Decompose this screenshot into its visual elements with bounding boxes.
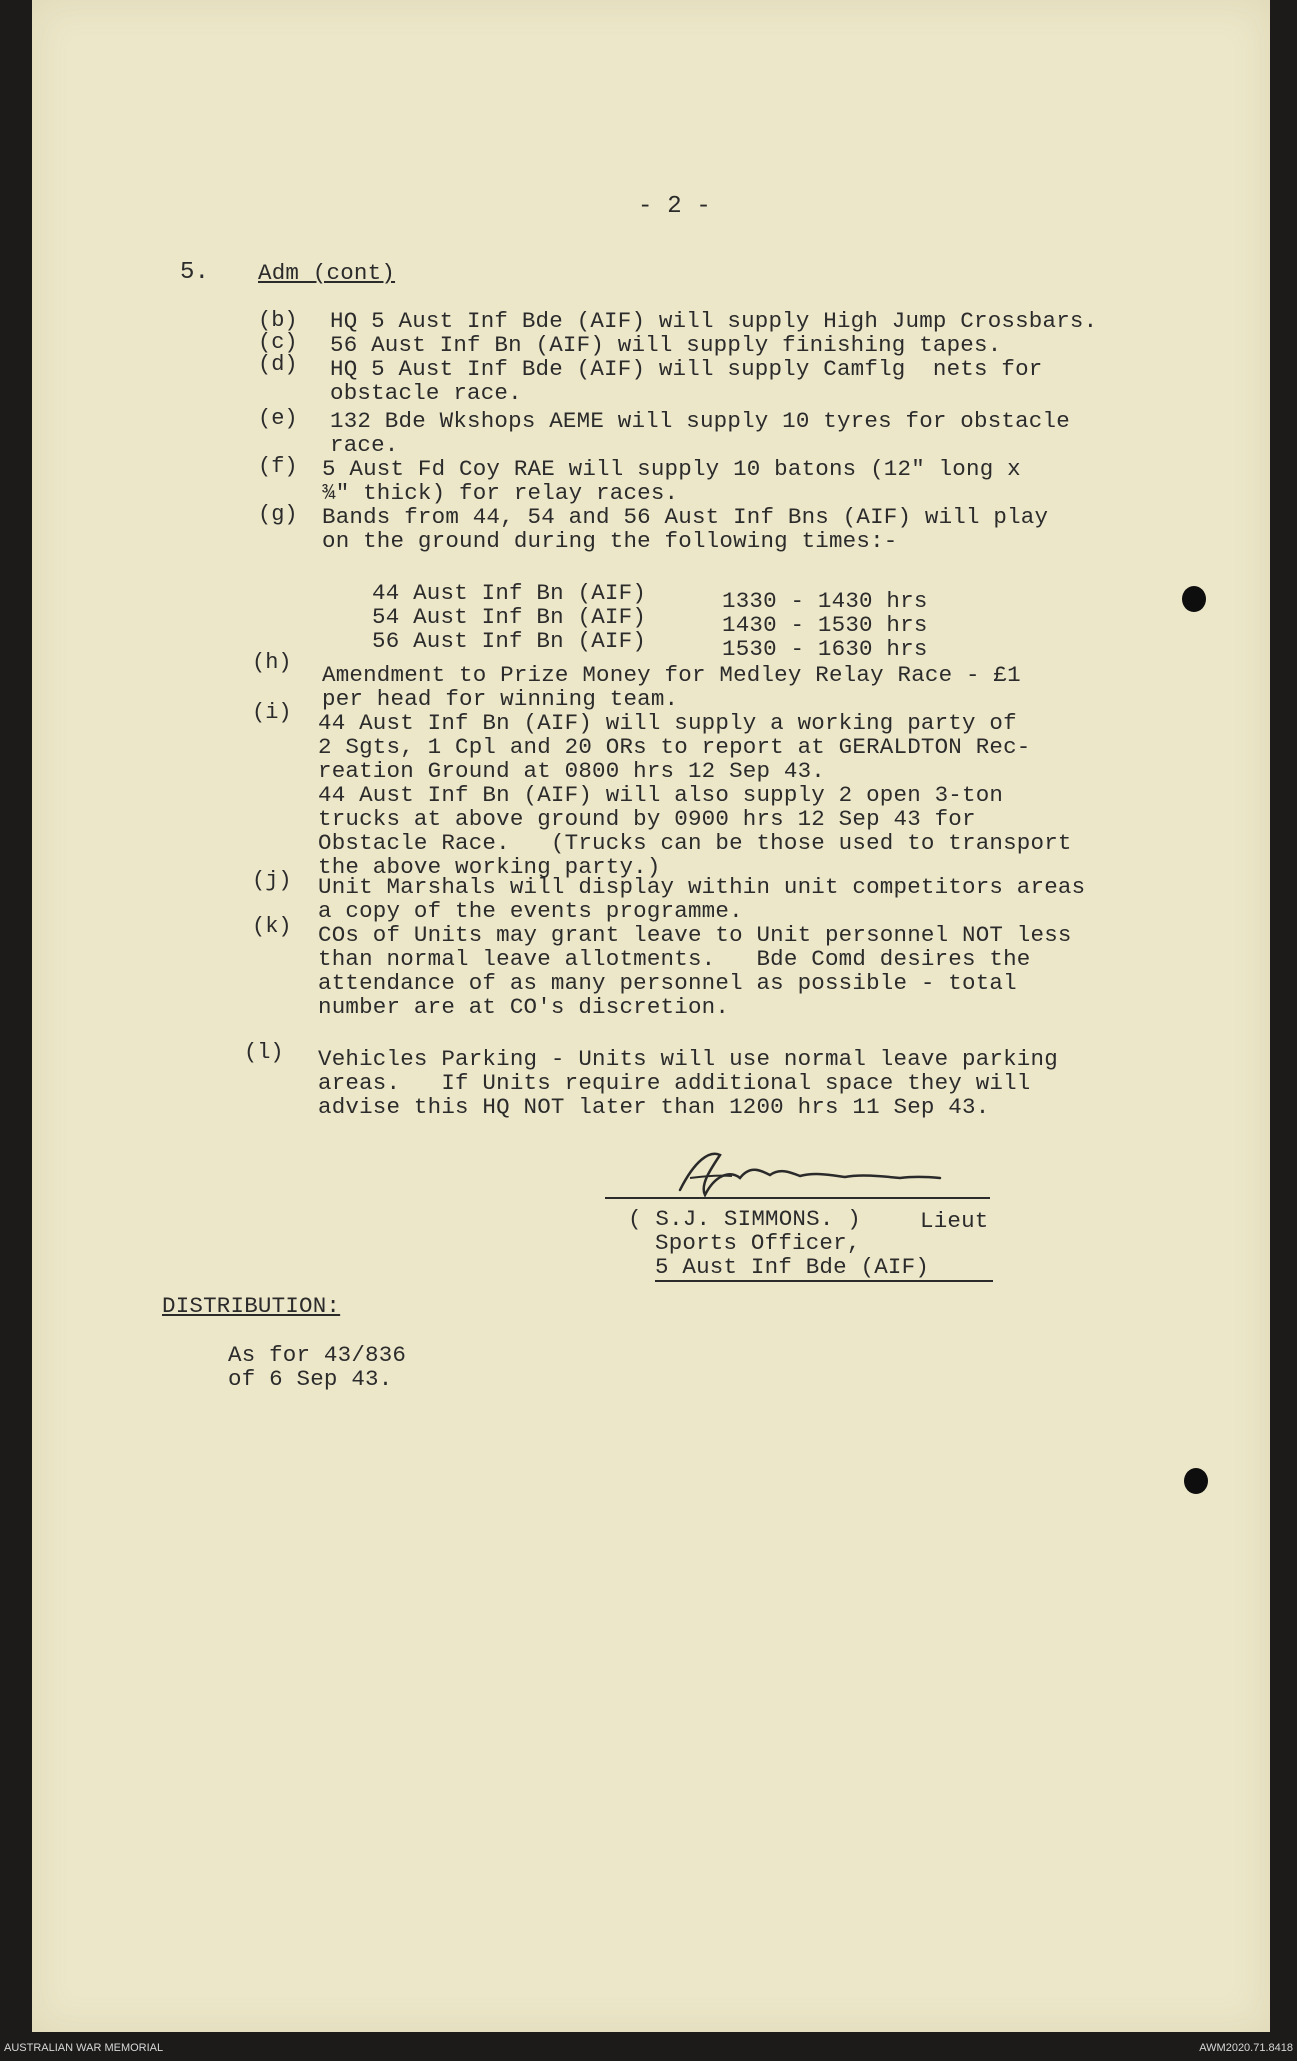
- item-label-l: (l): [244, 1040, 284, 1065]
- item-b-line-1: HQ 5 Aust Inf Bde (AIF) will supply High Jump Crossbars.: [330, 308, 1098, 334]
- signatory-name: ( S.J. SIMMONS. ): [628, 1206, 861, 1232]
- item-h-line-2: per head for winning team.: [322, 686, 679, 712]
- signatory-title: Sports Officer,: [655, 1230, 861, 1256]
- item-k-line-4: number are at CO's discretion.: [318, 994, 730, 1020]
- unit-underline: [655, 1280, 993, 1282]
- item-label-f: (f): [258, 454, 298, 479]
- schedule-unit-1: 44 Aust Inf Bn (AIF): [372, 580, 647, 606]
- section-number: 5.: [180, 259, 210, 286]
- item-g-line-1: Bands from 44, 54 and 56 Aust Inf Bns (AIF) will play: [322, 504, 1049, 530]
- item-f-line-1: 5 Aust Fd Coy RAE will supply 10 batons (12" long x: [322, 456, 1021, 482]
- item-i-line-3: reation Ground at 0800 hrs 12 Sep 43.: [318, 758, 825, 784]
- distribution-line-1: As for 43/836: [228, 1342, 407, 1368]
- item-e-line-2: race.: [330, 432, 399, 458]
- footer-right: AWM2020.71.8418: [1199, 2042, 1293, 2054]
- item-e-line-1: 132 Bde Wkshops AEME will supply 10 tyres for obstacle: [330, 408, 1070, 434]
- punch-hole-lower: [1184, 1468, 1208, 1494]
- item-h-line-1: Amendment to Prize Money for Medley Relay Race - £1: [322, 662, 1021, 688]
- item-k-line-2: than normal leave allotments. Bde Comd desires the: [318, 946, 1031, 972]
- item-i-line-6: Obstacle Race. (Trucks can be those used to transport: [318, 830, 1072, 856]
- page-number: - 2 -: [638, 193, 712, 220]
- item-label-b: (b): [258, 308, 298, 333]
- item-label-i: (i): [252, 700, 292, 725]
- archive-footer: [0, 2038, 1297, 2061]
- item-label-j: (j): [252, 868, 292, 893]
- item-label-h: (h): [252, 650, 292, 675]
- item-l-line-2: areas. If Units require additional space they will: [318, 1070, 1031, 1096]
- item-l-line-1: Vehicles Parking - Units will use normal leave parking: [318, 1046, 1058, 1072]
- item-i-line-2: 2 Sgts, 1 Cpl and 20 ORs to report at GERALDTON Rec-: [318, 734, 1031, 760]
- distribution-heading: DISTRIBUTION:: [162, 1293, 341, 1319]
- item-l-line-3: advise this HQ NOT later than 1200 hrs 11 Sep 43.: [318, 1094, 990, 1120]
- item-label-e: (e): [258, 406, 298, 431]
- item-j-line-1: Unit Marshals will display within unit competitors areas: [318, 874, 1086, 900]
- item-c-line-1: 56 Aust Inf Bn (AIF) will supply finishing tapes.: [330, 332, 1002, 358]
- distribution-line-2: of 6 Sep 43.: [228, 1366, 393, 1392]
- schedule-time-1: 1330 - 1430 hrs: [722, 588, 928, 614]
- item-d-line-2: obstacle race.: [330, 380, 522, 406]
- item-label-d: (d): [258, 352, 298, 377]
- item-i-line-4: 44 Aust Inf Bn (AIF) will also supply 2 open 3-ton: [318, 782, 1004, 808]
- item-f-line-2: ¾" thick) for relay races.: [322, 480, 679, 506]
- signatory-rank: Lieut: [920, 1208, 989, 1234]
- item-label-c: (c): [258, 330, 298, 355]
- schedule-unit-3: 56 Aust Inf Bn (AIF): [372, 628, 647, 654]
- schedule-time-2: 1430 - 1530 hrs: [722, 612, 928, 638]
- item-label-k: (k): [252, 914, 292, 939]
- signatory-unit: 5 Aust Inf Bde (AIF): [655, 1254, 930, 1280]
- item-i-line-7: the above working party.): [318, 854, 661, 880]
- item-label-g: (g): [258, 502, 298, 527]
- footer-left: AUSTRALIAN WAR MEMORIAL: [4, 2042, 164, 2054]
- signature-line: [605, 1197, 990, 1199]
- item-d-line-1: HQ 5 Aust Inf Bde (AIF) will supply Camflg nets for: [330, 356, 1043, 382]
- item-i-line-1: 44 Aust Inf Bn (AIF) will supply a working party of: [318, 710, 1017, 736]
- item-i-line-5: trucks at above ground by 0900 hrs 12 Sep 43 for: [318, 806, 976, 832]
- item-k-line-3: attendance of as many personnel as possible - total: [318, 970, 1017, 996]
- schedule-unit-2: 54 Aust Inf Bn (AIF): [372, 604, 647, 630]
- schedule-time-3: 1530 - 1630 hrs: [722, 636, 928, 662]
- punch-hole-upper: [1182, 586, 1206, 612]
- item-k-line-1: COs of Units may grant leave to Unit personnel NOT less: [318, 922, 1072, 948]
- item-j-line-2: a copy of the events programme.: [318, 898, 743, 924]
- section-title: Adm (cont): [258, 260, 396, 286]
- item-g-line-2: on the ground during the following times:-: [322, 528, 898, 554]
